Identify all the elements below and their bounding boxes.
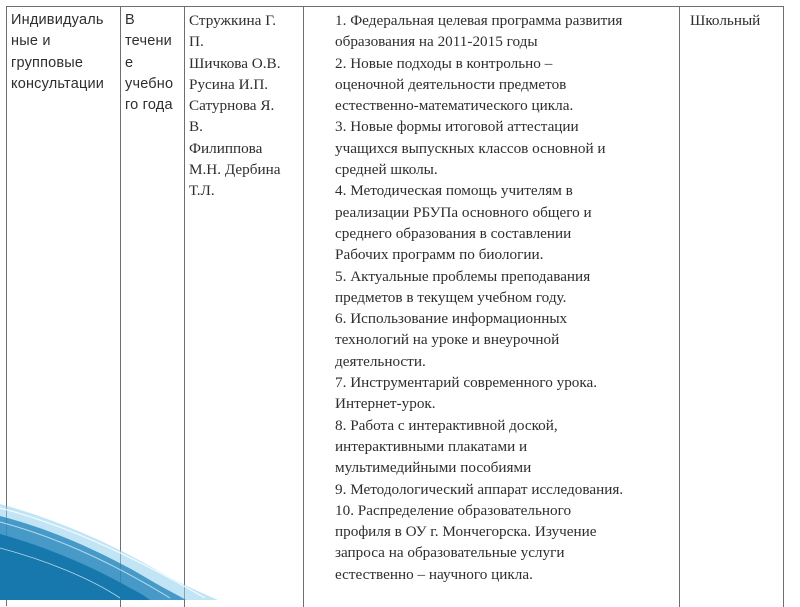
topic-line: средней школы. [335, 161, 438, 179]
topic-line: оценочной деятельности предметов [335, 75, 567, 93]
topic-line: среднего образования в составлении [335, 224, 572, 242]
topic-line: запроса на образовательные услуги [335, 544, 565, 562]
responsible-line: П. [189, 33, 204, 51]
topic-line: Рабочих программ по биологии. [335, 246, 544, 264]
topic-line: 3. Новые формы итоговой аттестации [335, 118, 579, 136]
period-line: течени [125, 33, 172, 50]
topic-line: деятельности. [335, 352, 426, 370]
topic-line: 5. Актуальные проблемы преподавания [335, 267, 591, 285]
topic-line: реализации РБУПа основного общего и [335, 203, 592, 221]
topic-line: 6. Использование информационных [335, 310, 568, 328]
topic-line: Интернет-урок. [335, 395, 436, 413]
activity-type-line: Индивидуаль [11, 12, 104, 28]
topic-line: интерактивными плакатами и [335, 437, 528, 455]
level-line: Школьный [690, 12, 761, 29]
topic-line: образования на 2011-2015 годы [335, 33, 538, 51]
topic-line: профиля в ОУ г. Мончегорска. Изучение [335, 523, 597, 541]
plan-table [6, 6, 784, 606]
responsible-line: Сатурнова Я. [189, 97, 275, 115]
cell-responsible [185, 7, 304, 607]
cell-activity-type [7, 7, 121, 607]
topic-line: 2. Новые подходы в контрольно – [335, 54, 553, 72]
topic-line: технологий на уроке и внеурочной [335, 331, 560, 349]
period-line: учебно [125, 75, 174, 92]
topic-line: естественно-математического цикла. [335, 97, 574, 115]
topic-line: 4. Методическая помощь учителям в [335, 182, 573, 200]
responsible-line: Филиппова [189, 139, 263, 157]
responsible-line: Шичкова О.В. [189, 54, 281, 72]
activity-type-line: групповые [11, 54, 84, 71]
responsible-line: Стружкина Г. [189, 12, 277, 29]
cell-level [680, 7, 784, 607]
topic-line: 10. Распределение образовательного [335, 501, 572, 519]
cell-period [121, 7, 185, 607]
topic-line: 9. Методологический аппарат исследования. [335, 480, 624, 498]
activity-type-line: консультации [11, 75, 105, 92]
cell-topics [304, 7, 680, 607]
topic-line: мультимедийными пособиями [335, 459, 532, 477]
period-line: В [125, 12, 135, 28]
responsible-line: В. [189, 118, 203, 136]
topic-line: 7. Инструментарий современного урока. [335, 374, 598, 392]
period-line: го года [125, 97, 173, 114]
topic-line: 1. Федеральная целевая программа развития [335, 12, 623, 29]
responsible-line: М.Н. Дербина [189, 161, 281, 179]
period-line: е [125, 54, 134, 71]
activity-type-line: ные и [11, 33, 51, 50]
topic-line: 8. Работа с интерактивной доской, [335, 416, 558, 434]
topic-line: учащихся выпускных классов основной и [335, 139, 606, 157]
responsible-line: Т.Л. [189, 182, 215, 200]
topic-line: естественно – научного цикла. [335, 565, 533, 583]
topic-line: предметов в текущем учебном году. [335, 288, 567, 306]
responsible-line: Русина И.П. [189, 75, 269, 93]
